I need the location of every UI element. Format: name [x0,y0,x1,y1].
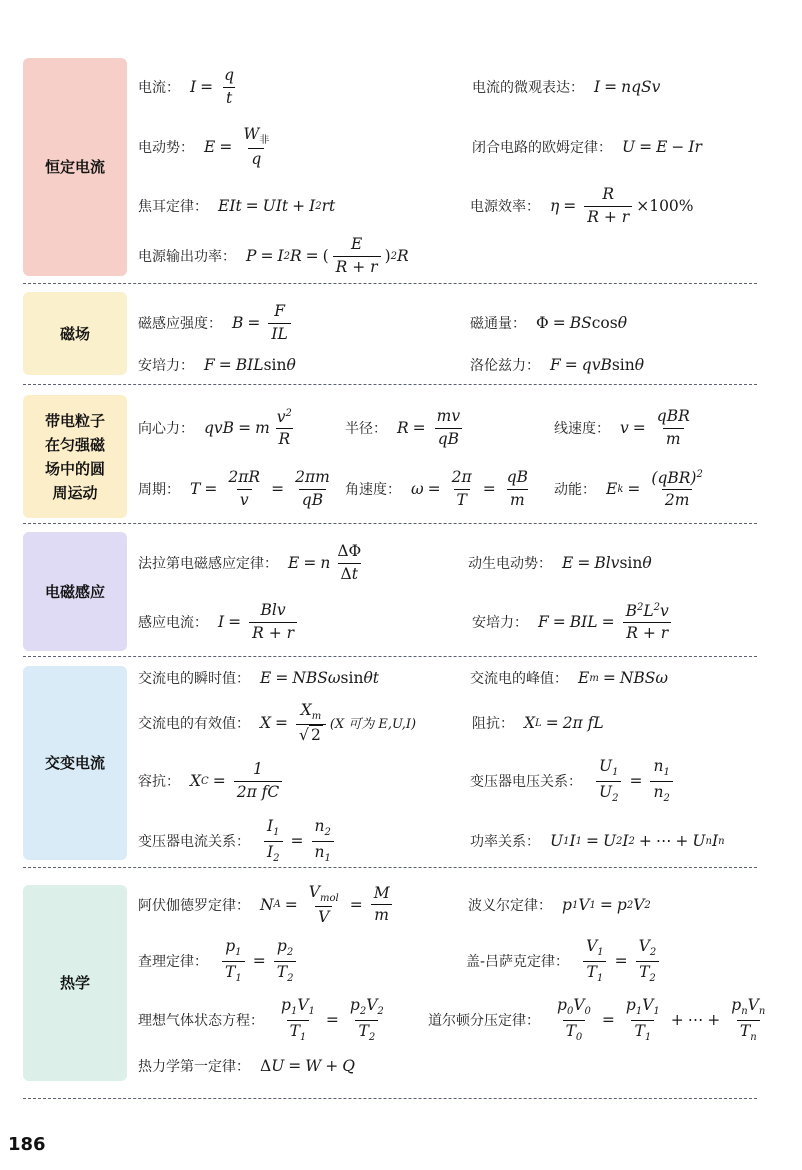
formula-label: 阿伏伽德罗定律： [138,898,250,914]
section-divider [23,283,757,284]
formula-expression: R = $\frac{mv}{qB}$ [397,407,461,448]
formula-capacitive-reactance [138,758,286,804]
formula-expression: E = $\frac{W_非}{q}$ [204,124,270,169]
formula-label: 半径： [345,421,387,437]
formula-magnetic-flux [470,300,627,346]
formula-transformer-current [138,818,338,864]
formula-expression: I = $\frac{\text{Blv}}{R + r}$ [218,602,301,641]
formula-label: 盖-吕萨克定律： [466,954,570,970]
formula-motional-emf [468,540,652,586]
formula-faraday [138,540,368,586]
formula-label: 法拉第电磁感应定律： [138,556,278,572]
formula-expression: X = $\frac{X_m}{√ 2}$ (X 可为 E,U,I) [260,700,417,745]
formula-label: 波义尔定律： [468,898,552,914]
formula-inductive-reactance [472,700,604,746]
formula-expression: Φ = BS cos θ [536,314,628,332]
formula-magnetic-induction [138,300,295,346]
formula-expression: U 1 I 1 = U 2 I 2 + ⋯ + U n I n [550,832,725,850]
category-constant-current: 恒定电流 [23,58,127,276]
formula-ac-effective [138,700,416,746]
formula-label: 安培力： [138,358,194,374]
formula-expression: EIt = UIt + I 2 rt [218,197,336,215]
category-em-induction: 电磁感应 [23,532,127,651]
formula-label: 角速度： [345,482,401,498]
formula-label: 阻抗： [472,716,514,732]
formula-label: 线速度： [554,421,610,437]
formula-avogadro [138,882,397,928]
formula-boyle [468,882,651,928]
formula-label: 功率关系： [470,834,540,850]
formula-gay-lussac [466,938,663,984]
formula-expression: E = NBSω sin θt [260,669,380,687]
section-divider [23,867,757,868]
formula-label: 理想气体状态方程： [138,1013,264,1029]
formula-expression: $\frac{p_1}{T_1}$ = $\frac{p_2}{T_2}$ [218,938,300,983]
formula-expression: F = BIL = $\frac{B^2L^2v}{R + r}$ [538,602,676,642]
formula-angular-velocity [345,466,535,512]
formula-current-micro [472,64,660,110]
formula-expression: P = I 2 R = ( $\frac{E}{R + r}$ ) 2 R [246,235,409,276]
formula-expression: p 1 V 1 = p 2 V 2 [562,896,651,914]
formula-label: 变压器电压关系： [470,774,582,790]
formula-expression: I = $\frac{q}{t}$ [190,66,235,107]
formula-emf [138,124,276,170]
formula-radius [345,405,467,451]
formula-label: 闭合电路的欧姆定律： [472,140,612,156]
formula-expression: E k = $\frac{(qBR)^2}{2m}$ [606,468,703,510]
formula-label: 热力学第一定律： [138,1059,250,1075]
formula-expression: $\frac{p_0V_0}{T_0}$ = $\frac{p_1V_1}{T_1}$ + ⋯ + $\frac{p_nV_n}{T_n}$ [557,996,766,1043]
section-divider [23,523,757,524]
formula-expression: B = $\frac{F}{IL}$ [232,303,295,342]
formula-expression: I = nqSv [594,78,661,96]
formula-expression: $\frac{U_1}{U_2}$ = $\frac{n_1}{n_2}$ [592,758,677,803]
formula-expression: T = $\frac{2\pi R}{v}$ = $\frac{2\pi m}{qB}$ [190,468,330,509]
formula-period [138,466,337,512]
formula-label: 道尔顿分压定律： [428,1013,540,1029]
formula-expression: ω = $\frac{2\pi}{T}$ = $\frac{qB}{m}$ [411,468,529,509]
formula-joule [138,183,335,229]
formula-label: 电源效率： [470,199,540,215]
category-magnetic-field: 磁场 [23,292,127,375]
formula-ohm-closed [472,124,702,170]
category-alternating-current: 交变电流 [23,666,127,860]
formula-label: 洛伦兹力： [470,358,540,374]
section-divider [23,1098,757,1099]
formula-label: 电流的微观表达： [472,80,584,96]
formula-expression: $\frac{V_1}{T_1}$ = $\frac{V_2}{T_2}$ [579,938,663,983]
formula-transformer-voltage [470,758,677,804]
formula-linear-velocity [554,405,697,451]
formula-expression: qvB = m $\frac{v^2}{R}$ [204,407,292,449]
formula-label: 查理定律： [138,954,208,970]
formula-current [138,64,241,110]
formula-label: 动生电动势： [468,556,552,572]
formula-expression: $\frac{p_1V_1}{T_1}$ = $\frac{p_2V_2}{T_2}$ [281,996,384,1043]
formula-kinetic-energy [554,466,710,512]
formula-expression: η = $\frac{R}{R + r}$ ×100% [550,185,694,226]
formula-dalton [428,997,772,1043]
formula-label: 电流： [138,80,180,96]
formula-expression: $\frac{I_1}{I_2}$ = $\frac{n_2}{n_1}$ [260,818,338,863]
formula-expression: X L = 2π fL [524,714,604,732]
formula-output-power [138,233,409,279]
formula-expression: E m = NBSω [578,669,669,687]
formula-label: 交流电的有效值： [138,716,250,732]
formula-expression: U = E − Ir [622,138,702,156]
page-number: 186 [8,1134,46,1155]
category-charged-particle-motion: 带电粒子 在匀强磁 场中的圆 周运动 [23,395,127,518]
category-thermodynamics: 热学 [23,885,127,1081]
formula-ideal-gas [138,997,391,1043]
formula-first-law [138,1043,355,1089]
formula-efficiency [470,183,694,229]
formula-lorentz-force [470,342,644,388]
formula-expression: E = Blv sin θ [562,554,652,572]
formula-label: 电动势： [138,140,194,156]
formula-label: 磁通量： [470,316,526,332]
formula-ampere-force [138,342,296,388]
formula-expression: E = n $\frac{\Delta\Phi}{\Delta t}$ [288,542,362,583]
formula-label: 感应电流： [138,615,208,631]
formula-ampere-force-induction [472,599,676,645]
formula-centripetal-force [138,405,299,451]
formula-label: 焦耳定律： [138,199,208,215]
formula-expression: Δ U = W + Q [260,1057,355,1075]
formula-label: 变压器电流关系： [138,834,250,850]
formula-label: 电源输出功率： [138,249,236,265]
formula-ac-instantaneous [138,655,379,701]
formula-label: 交流电的峰值： [470,671,568,687]
formula-label: 向心力： [138,421,194,437]
formula-ac-peak [470,655,668,701]
formula-label: 容抗： [138,774,180,790]
formula-expression: X C = $\frac{1}{\text{2π fC}}$ [190,761,286,800]
formula-expression: N A = $\frac{V_{mol}}{V}$ = $\frac{M}{m}$ [260,884,397,926]
effective-value-note: (X 可为 E,U,I) [329,717,417,733]
formula-expression: v = $\frac{\text{qBR}}{m}$ [620,407,690,448]
formula-charles [138,938,300,984]
formula-label: 磁感应强度： [138,316,222,332]
formula-label: 交流电的瞬时值： [138,671,250,687]
section-divider [23,384,757,385]
formula-induced-current [138,599,301,645]
formula-expression: F = BIL sin θ [204,356,296,374]
formula-label: 周期： [138,482,180,498]
formula-power-relation [470,818,725,864]
formula-label: 动能： [554,482,596,498]
formula-expression: F = qvB sin θ [550,356,645,374]
formula-label: 安培力： [472,615,528,631]
